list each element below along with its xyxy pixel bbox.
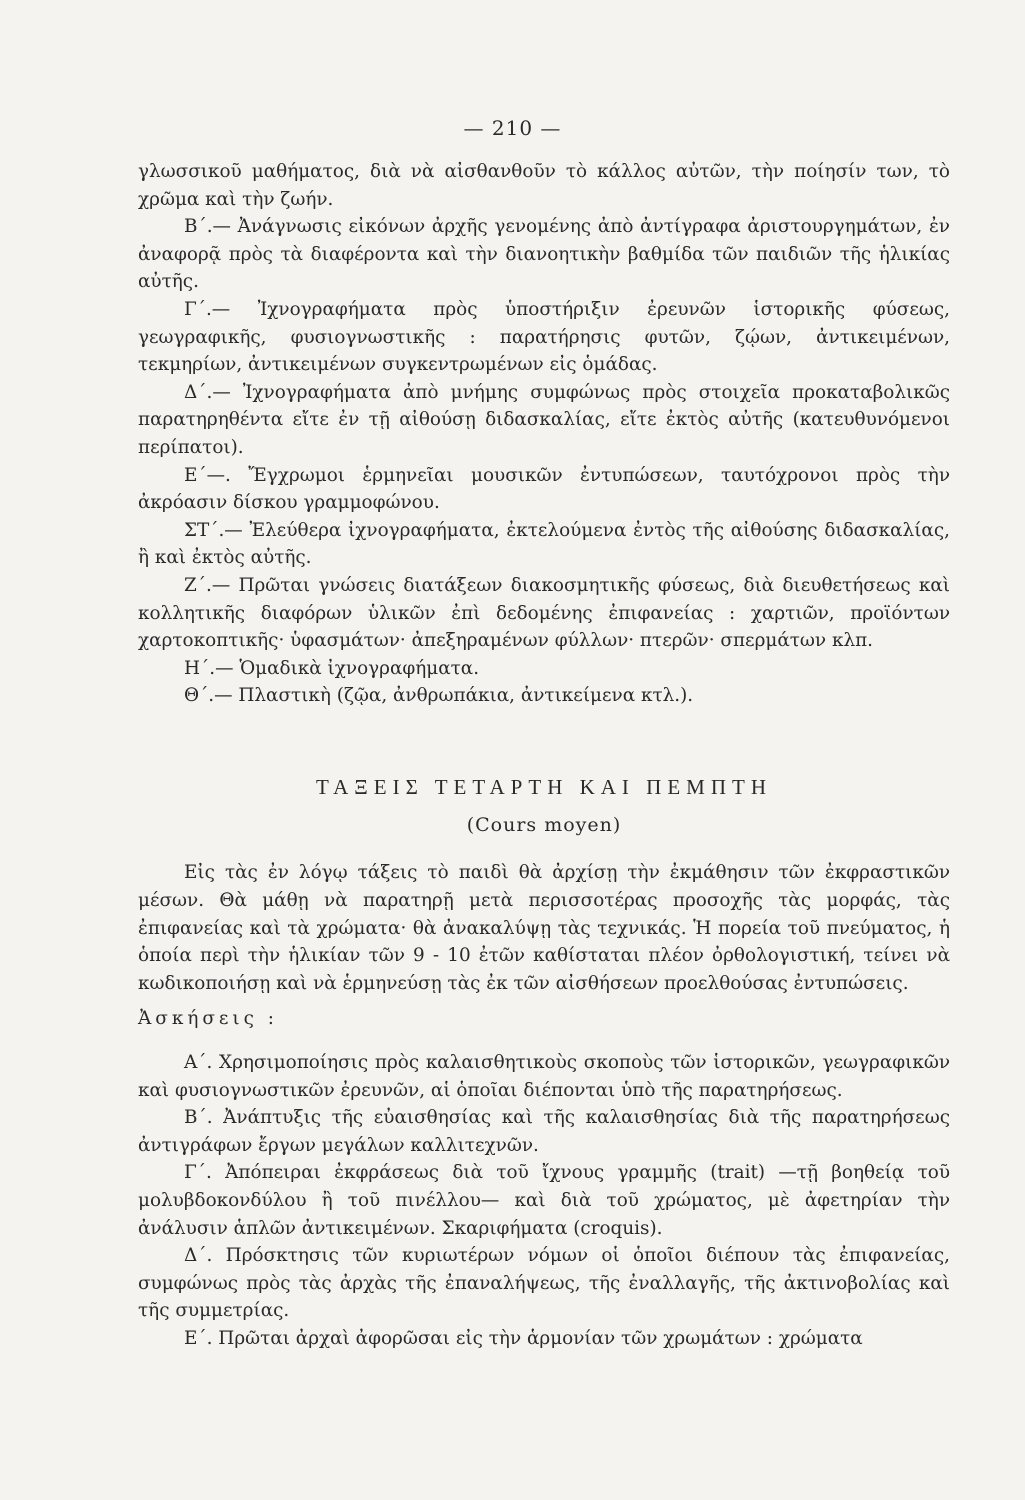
section-subheading: (Cours moyen) [466,813,622,836]
exercise-item: Α΄. Χρησιμοποίησις πρὸς καλαισθητικοὺς σκοποὺς τῶν ἱστορικῶν, γεωγραφικῶν καὶ φυσιογνωστικῶν ἐρευνῶν, αἱ ὁποῖαι διέπονται ὑπὸ τῆς παρατηρήσεως. [138,1052,950,1101]
body-text [138,158,950,1353]
section-intro: Εἰς τὰς ἐν λόγῳ τάξεις τὸ παιδὶ θὰ ἀρχίσῃ τὴν ἐκμάθησιν τῶν ἐκφραστικῶν μέσων. Θὰ μάθῃ νὰ παρατηρῇ μετὰ περισσοτέρας προσοχῆς τὰς μορφάς, τὰς ἐπιφανείας καὶ τὰ χρώματα· θὰ ἀνακαλύψῃ τὰς τεχνικάς. Ἡ πορεία τοῦ πνεύματος, ἡ ὁποία περὶ τὴν ἡλικίαν τῶν 9 - 10 ἐτῶν καθίσταται πλέον ὀρθολογιστική, τείνει νὰ κωδικοποιήσῃ καὶ νὰ ἑρμηνεύσῃ τὰς ἐκ τῶν αἰσθήσεων προελθούσας ἐντυπώσεις. [138,862,950,994]
paragraph-item-st: ΣΤ΄.— Ἐλεύθερα ἰχνογραφήματα, ἐκτελούμενα ἐντὸς τῆς αἰθούσης διδασκαλίας, ἢ καὶ ἐκτὸς αὐτῆς. [138,519,950,569]
paragraph-item-h: Η΄.— Ὁμαδικὰ ἰχνογραφήματα. [184,657,480,679]
paragraph-item-e: Ε΄—. Ἔγχρωμοι ἑρμηνεῖαι μουσικῶν ἐντυπώσεων, ταυτόχρονοι πρὸς τὴν ἀκρόασιν δίσκου γραμμοφώνου. [138,464,950,514]
paragraph-item-b: Β΄.— Ἀνάγνωσις εἰκόνων ἀρχῆς γενομένης ἀπὸ ἀντίγραφα ἀριστουργημάτων, ἐν ἀναφορᾷ πρὸς τὰ διαφέροντα καὶ τὴν διανοητικὴν βαθμίδα τῶν παιδιῶν τῆς ἡλικίας αὐτῆς. [138,216,950,293]
page-number: — 210 — [463,116,562,140]
paragraph-item-d: Δ΄.— Ἰχνογραφήματα ἀπὸ μνήμης συμφώνως πρὸς στοιχεῖα προκαταβολικῶς παρατηρηθέντα εἴτε ἐν τῇ αἰθούσῃ διδασκαλίας, εἴτε ἐκτὸς αὐτῆς (κατευθυνόμενοι περίπατοι). [138,381,950,458]
paragraph-item-th: Θ΄.— Πλαστικὴ (ζῷα, ἀνθρωπάκια, ἀντικείμενα κτλ.). [184,685,694,707]
exercise-item: Β΄. Ἀνάπτυξις τῆς εὐαισθησίας καὶ τῆς καλαισθησίας διὰ τῆς παρατηρήσεως ἀντιγράφων ἔργων μεγάλων καλλιτεχνῶν. [138,1107,950,1156]
exercise-item: Γ΄. Ἀπόπειραι ἐκφράσεως διὰ τοῦ ἴχνους γραμμῆς (trait) —τῇ βοηθείᾳ τοῦ μολυβδοκονδύλου ἢ τοῦ πινέλλου— καὶ διὰ τοῦ χρώματος, μὲ ἀφετηρίαν τὴν ἀνάλυσιν ἁπλῶν ἀντικειμένων. Σκαριφήματα (croquis). [138,1162,950,1239]
exercise-item: Ε΄. Πρῶται ἀρχαὶ ἀφορῶσαι εἰς τὴν ἁρμονίαν τῶν χρωμάτων : χρώματα [184,1327,863,1349]
section-heading: ΤΑΞΕΙΣ ΤΕΤΑΡΤΗ ΚΑΙ ΠΕΜΠΤΗ [315,774,773,799]
exercises-label: Ἀσκήσεις : [138,1008,278,1030]
exercise-item: Δ΄. Πρόσκτησις τῶν κυριωτέρων νόμων οἱ ὁποῖοι διέπουν τὰς ἐπιφανείας, συμφώνως πρὸς τὰς ἀρχὰς τῆς ἐπαναλήψεως, τῆς ἐναλλαγῆς, τῆς ἀκτινοβολίας καὶ τῆς συμμετρίας. [138,1245,950,1322]
paragraph-continuation: γλωσσικοῦ μαθήματος, διὰ νὰ αἰσθανθοῦν τὸ κάλλος αὐτῶν, τὴν ποίησίν των, τὸ χρῶμα καὶ τὴν ζωήν. [138,161,950,210]
paragraph-item-z: Ζ΄.— Πρῶται γνώσεις διατάξεων διακοσμητικῆς φύσεως, διὰ διευθετήσεως καὶ κολλητικῆς διαφόρων ὑλικῶν ἐπὶ δεδομένης ἐπιφανείας : χαρτιῶν, προϊόντων χαρτοκοπτικῆς· ὑφασμάτων· ἀπεξηραμένων φύλλων· πτερῶν· σπερμάτων κλπ. [138,574,950,652]
paragraph-item-g: Γ΄.— Ἰχνογραφήματα πρὸς ὑποστήριξιν ἐρευνῶν ἱστορικῆς φύσεως, γεωγραφικῆς, φυσιογνωστικῆς : παρατήρησις φυτῶν, ζῴων, ἀντικειμένων, τεκμηρίων, ἀντικειμένων συγκεντρωμένων εἰς ὁμάδας. [138,298,950,376]
